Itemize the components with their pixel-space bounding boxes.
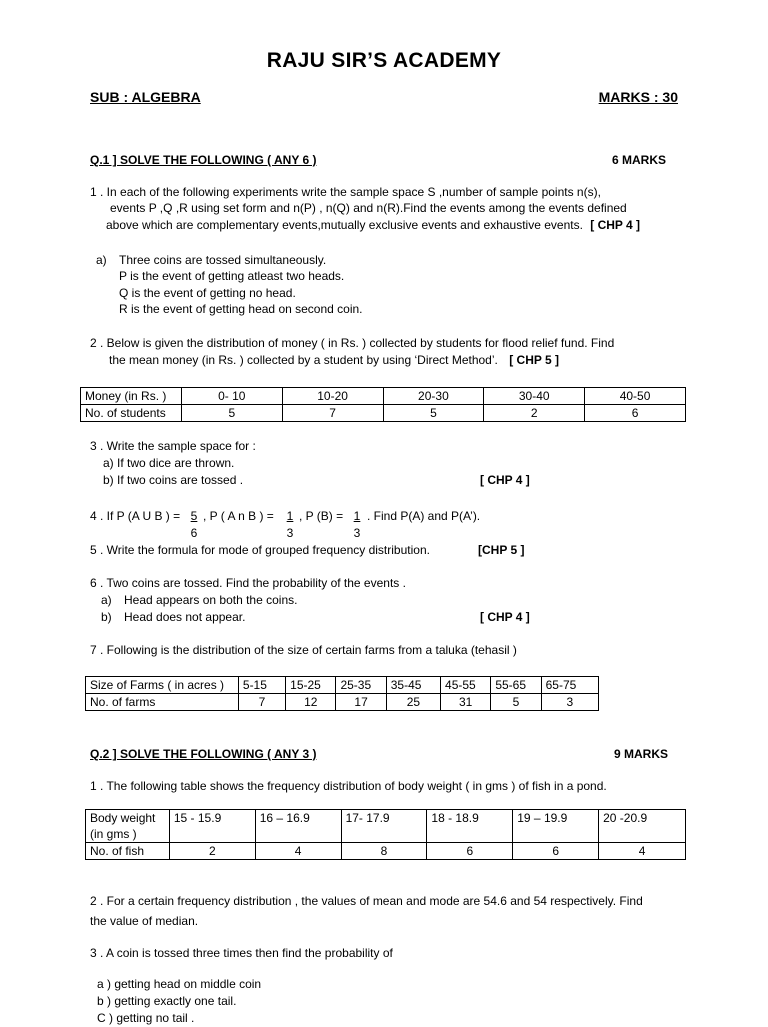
table-cell: 45-55	[441, 677, 491, 694]
q2-p3-b: b ) getting exactly one tail.	[97, 994, 237, 1008]
fraction-3-numerator: 1	[353, 509, 361, 523]
table-row	[81, 388, 686, 405]
table-cell: 19 – 19.9	[513, 810, 599, 843]
fraction-2-numerator: 1	[286, 509, 294, 523]
table-cell: No. of farms	[86, 694, 239, 711]
table-cell: 17- 17.9	[341, 810, 427, 843]
table-cell: 35-45	[386, 677, 440, 694]
q1-p6-line1: 6 . Two coins are tossed. Find the probability of the events .	[90, 576, 406, 590]
table-row	[86, 677, 599, 694]
subject-label: SUB : ALGEBRA	[90, 89, 201, 105]
table-cell: 55-65	[491, 677, 541, 694]
table-cell: 3	[541, 694, 598, 711]
q2-p1-line1: 1 . The following table shows the frequency distribution of body weight ( in gms ) of fish in a pond.	[90, 779, 607, 793]
table-cell: 15-25	[286, 677, 336, 694]
q1-p1-event-q: Q is the event of getting no head.	[119, 286, 296, 300]
fish-weight-table	[85, 809, 686, 860]
table-cell: 20-30	[383, 388, 484, 405]
q1-p2-line1: 2 . Below is given the distribution of money ( in Rs. ) collected by students for flood relief fund. Find	[90, 336, 615, 350]
table-cell: 20 -20.9	[599, 810, 686, 843]
table-cell: 12	[286, 694, 336, 711]
fraction-2-denominator: 3	[286, 526, 294, 540]
table-cell: 7	[282, 405, 383, 422]
table-cell: 25-35	[336, 677, 386, 694]
q1-p6-a-text: Head appears on both the coins.	[124, 593, 298, 607]
table-header-cell	[86, 810, 170, 843]
table-row	[86, 810, 686, 843]
q1-p3-a: a) If two dice are thrown.	[103, 456, 235, 470]
table-cell: 15 - 15.9	[169, 810, 255, 843]
table-cell: Size of Farms ( in acres )	[86, 677, 239, 694]
table-cell: No. of fish	[86, 843, 170, 860]
table-cell: Money (in Rs. )	[81, 388, 182, 405]
table-cell: 8	[341, 843, 427, 860]
q2-heading: Q.2 ] SOLVE THE FOLLOWING ( ANY 3 )	[90, 747, 317, 761]
table-cell: 5	[491, 694, 541, 711]
q1-p2-chp: [ CHP 5 ]	[509, 353, 559, 367]
table-cell: 4	[599, 843, 686, 860]
q1-p6-a-label: a)	[101, 593, 112, 607]
table-cell: 5	[181, 405, 282, 422]
page-title: RAJU SIR’S ACADEMY	[266, 49, 502, 72]
q1-p3-b: b) If two coins are tossed .	[103, 473, 244, 487]
q1-p1-a-text: Three coins are tossed simultaneously.	[119, 253, 327, 267]
table-cell: 5	[383, 405, 484, 422]
table-cell: 18 - 18.9	[427, 810, 513, 843]
fraction-1-numerator: 5	[190, 509, 198, 523]
q2-p3-c: C ) getting no tail .	[97, 1011, 195, 1025]
table-cell: No. of students	[81, 405, 182, 422]
q1-p1-line1: 1 . In each of the following experiments write the sample space S ,number of sample points n(s),	[90, 185, 601, 199]
q1-p2-line2-text: the mean money (in Rs. ) collected by a student by using ‘Direct Method’.	[109, 353, 498, 367]
table-cell: 4	[255, 843, 341, 860]
table-cell: 6	[427, 843, 513, 860]
q1-p5-text: 5 . Write the formula for mode of grouped frequency distribution.	[90, 543, 430, 557]
q1-p1-event-p: P is the event of getting atleast two heads.	[119, 269, 345, 283]
table-row	[81, 405, 686, 422]
body-weight-label: Body weight	[90, 811, 156, 825]
body-weight-unit: (in gms )	[90, 827, 137, 841]
q1-p4-prefix: 4 . If P (A U B ) =	[90, 509, 181, 523]
q1-p1-a-label: a)	[96, 253, 107, 267]
fraction-1-denominator: 6	[190, 526, 198, 540]
q1-p4-sep2: , P (B) =	[299, 509, 344, 523]
fraction-3-denominator: 3	[353, 526, 361, 540]
q1-p1-chp: [ CHP 4 ]	[590, 218, 641, 232]
q1-p6-chp: [ CHP 4 ]	[480, 610, 530, 624]
q1-p1-line3	[106, 217, 640, 234]
q1-p6-b-label: b)	[101, 610, 112, 624]
q1-p3-line1: 3 . Write the sample space for :	[90, 439, 256, 453]
q1-p2-line2	[109, 352, 559, 369]
table-cell: 31	[441, 694, 491, 711]
q1-p1-event-r: R is the event of getting head on second coin.	[119, 302, 363, 316]
q1-p7-line1: 7 . Following is the distribution of the size of certain farms from a taluka (tehasil )	[90, 643, 517, 657]
table-cell: 6	[585, 405, 686, 422]
q1-p5-chp: [CHP 5 ]	[478, 543, 525, 557]
table-cell: 16 – 16.9	[255, 810, 341, 843]
table-cell: 25	[386, 694, 440, 711]
q1-marks: 6 MARKS	[611, 153, 666, 167]
table-cell: 2	[169, 843, 255, 860]
table-cell: 5-15	[238, 677, 285, 694]
table-row	[86, 843, 686, 860]
q1-p4-sep1: , P ( A n B ) =	[203, 509, 274, 523]
table-cell: 65-75	[541, 677, 598, 694]
farm-size-table	[85, 676, 599, 711]
q1-p6-b-text: Head does not appear.	[124, 610, 246, 624]
table-cell: 7	[238, 694, 285, 711]
table-cell: 0- 10	[181, 388, 282, 405]
q1-p3-chp: [ CHP 4 ]	[480, 473, 530, 487]
q2-marks: 9 MARKS	[613, 747, 668, 761]
table-cell: 30-40	[484, 388, 585, 405]
table-cell: 6	[513, 843, 599, 860]
q2-p2-line2: the value of median.	[90, 914, 199, 928]
table-cell: 17	[336, 694, 386, 711]
table-row	[86, 694, 599, 711]
q2-p3-line1: 3 . A coin is tossed three times then find the probability of	[90, 946, 393, 960]
q1-p1-line2: events P ,Q ,R using set form and n(P) , n(Q) and n(R).Find the events among the events defined	[110, 201, 627, 215]
q1-p4-suffix: . Find P(A) and P(A’).	[367, 509, 481, 523]
table-cell: 10-20	[282, 388, 383, 405]
table-cell: 40-50	[585, 388, 686, 405]
q2-p3-a: a ) getting head on middle coin	[97, 977, 262, 991]
table-cell: 2	[484, 405, 585, 422]
q1-p1-line3-text: above which are complementary events,mutually exclusive events and exhaustive events.	[106, 218, 583, 232]
money-distribution-table	[80, 387, 686, 422]
q2-p2-line1: 2 . For a certain frequency distribution , the values of mean and mode are 54.6 and 54 respectively. Find	[90, 894, 643, 908]
q1-heading: Q.1 ] SOLVE THE FOLLOWING ( ANY 6 )	[90, 153, 317, 167]
total-marks-label: MARKS : 30	[598, 89, 678, 105]
